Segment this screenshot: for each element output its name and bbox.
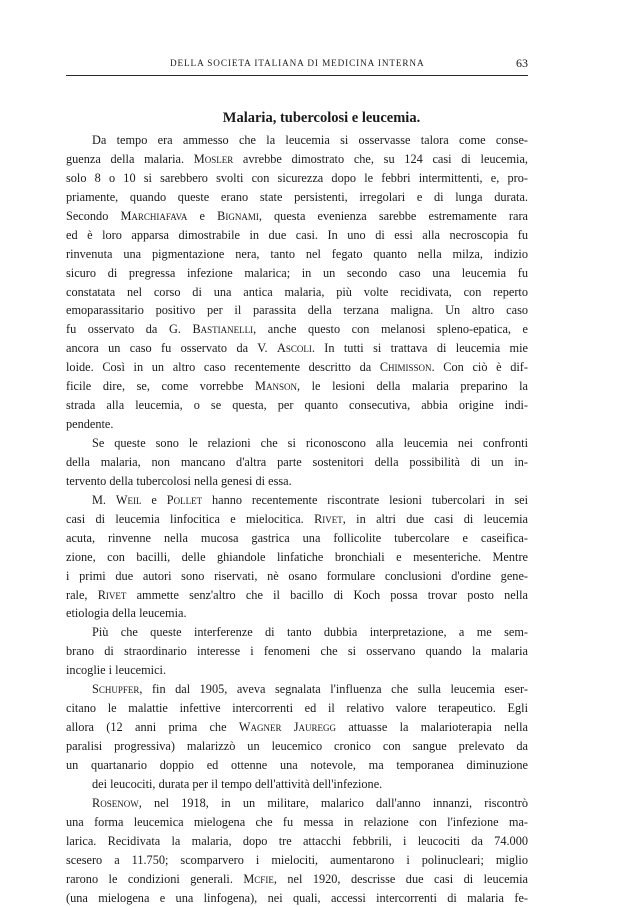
text-line [66,226,528,245]
author-name: Bastianelli [192,322,253,336]
text-line [66,415,528,434]
text-run: etiologia della leucemia. [66,606,187,620]
text-line [66,661,528,680]
text-line [66,870,528,889]
text-line [66,737,528,756]
text-run: un quartanario doppio ed ottenne una notevole, ma temporanea diminuzione [66,758,528,772]
running-header [66,56,528,76]
text-run: , le lesioni della malaria preparino la [297,379,528,393]
text-run: della malaria, non mancano d'altra parte sostenitori della possibilità di un in- [66,455,528,469]
text-run: Più che queste interferenze di tanto dubbia interpretazione, a me sem- [92,625,528,639]
text-line [66,301,528,320]
text-line [66,320,528,339]
text-line [66,567,528,586]
author-name: Mcfie [243,872,273,886]
text-line [66,529,528,548]
text-line [66,794,528,813]
text-line [66,283,528,302]
text-run: incoglie i leucemici. [66,663,166,677]
text-line [66,813,528,832]
text-run: una forma leucemica mielogena che fu messa in relazione con l'infezione ma- [66,815,528,829]
text-run: , fin dal 1905, aveva segnalata l'influenza che sulla leucemia eser- [139,682,528,696]
text-run: (una mielogena e una linfogena), nei quali, accessi intercorrenti di malaria fe- [66,891,528,905]
text-run: e [187,209,217,223]
text-line [66,207,528,226]
text-run: . In tutti si trattava di leucemia mie [312,341,528,355]
text-run: citano le malattie infettive intercorrenti ed il relativo valore terapeutico. Egli [66,701,528,715]
author-name: Mosler [194,152,233,166]
text-run: zione, con bacilli, delle ghiandole linfatiche bronchiali e mesenteriche. Mentre [66,550,528,564]
author-name: Wagner Jauregg [239,720,336,734]
text-run: rinvenuta una pigmentazione nera, tanto nel fegato quanto nella milza, indizio [66,247,528,261]
text-run: brano di straordinario interesse i fenomeni che si osservano quando la malaria [66,644,528,658]
header-rule [66,75,528,76]
text-run: guenza della malaria. [66,152,194,166]
text-run: i primi due autori sono riservati, nè osano formulare conclusioni d'ordine gene- [66,569,528,583]
text-run: Secondo [66,209,120,223]
text-run: ed è loro apparsa dimostrabile in due casi. In uno di essi alla necroscopia fu [66,228,528,242]
text-line [66,131,528,150]
text-run: sicuro di pregressa infezione malarica; in un secondo caso una leucemia fu [66,266,528,280]
author-name: Rivet [98,588,127,602]
text-run: Da tempo era ammesso che la leucemia si osservasse talora come conse- [92,133,528,147]
text-run: ficile dire, se, come vorrebbe [66,379,255,393]
text-run: strada alla leucemia, o se questa, per quanto consecutiva, abbia origine indi- [66,398,528,412]
text-run: , nel 1918, in un militare, malarico dall'anno innanzi, riscontrò [139,796,528,810]
text-line [66,604,528,623]
text-run: scesero a 11.750; scomparvero i mielociti, aumentarono i polinucleari; miglio [66,853,528,867]
text-run: loide. Così in un altro caso recentemente descritto da [66,360,380,374]
text-line [66,264,528,283]
text-run: paralisi progressiva) malarizzò un leucemico cronico con sangue prelevato da [66,739,528,753]
author-name: Marchiafava [120,209,187,223]
text-line [66,699,528,718]
text-line [66,472,528,491]
author-name: Schupfer [92,682,139,696]
text-line [66,756,528,775]
text-line [66,680,528,699]
text-run: casi di leucemia linfocitica e mielocitica. [66,512,314,526]
text-run: acuta, rinvenne nella mucosa gastrica una follicolite tubercolare e caseifica- [66,531,528,545]
text-line [66,510,528,529]
text-run: , in altri due casi di leucemia [343,512,528,526]
author-name: Weil [116,493,142,507]
text-run: . Con ciò è dif- [432,360,528,374]
author-name: Manson [255,379,297,393]
text-line [66,586,528,605]
author-name: Rosenow [92,796,139,810]
text-run: fu osservato da G. [66,322,192,336]
text-run: rarono le condizioni generali. [66,872,243,886]
text-run: ancora un caso fu osservato da V. [66,341,277,355]
section-title: Malaria, tubercolosi e leucemia. [0,110,643,127]
text-run: constatata nel corso di una antica malaria, più volte recidivata, con reperto [66,285,528,299]
text-line [66,775,528,794]
text-run: attuasse la malarioterapia nella [336,720,528,734]
text-line [66,851,528,870]
text-run: tervento della tubercolosi nella genesi di essa. [66,474,292,488]
text-line [66,832,528,851]
text-run: Se queste sono le relazioni che si riconoscono alla leucemia nei confronti [92,436,528,450]
text-run: M. [92,493,116,507]
author-name: Chimisson [380,360,432,374]
text-line [66,150,528,169]
text-line [66,491,528,510]
journal-title: DELLA SOCIETA ITALIANA DI MEDICINA INTERNA [170,58,425,68]
text-run: priamente, quando queste erano state persistenti, irregolari e di lunga durata. [66,190,528,204]
text-run: , questa evenienza sarebbe estremamente rara [259,209,528,223]
text-run: rale, [66,588,98,602]
text-run: , nel 1920, descrisse due casi di leucemia [274,872,528,886]
text-run: hanno recentemente riscontrate lesioni tubercolari in sei [202,493,528,507]
text-run: dei leucociti, durata per il tempo dell'attività dell'infezione. [92,777,382,791]
text-line [66,188,528,207]
text-run: , anche questo con melanosi spleno-epatica, e [253,322,528,336]
text-line [66,718,528,737]
text-line [66,453,528,472]
text-line [66,623,528,642]
text-run: ammette senz'altro che il bacillo di Koch possa trovar posto nella [126,588,528,602]
text-line [66,377,528,396]
text-line [66,642,528,661]
text-line [66,889,528,907]
text-line [66,169,528,188]
text-line [66,548,528,567]
text-run: pendente. [66,417,113,431]
text-line [66,434,528,453]
text-run: allora (12 anni prima che [66,720,239,734]
text-run: emoparassitario positivo per il parassita della terzana maligna. Un altro caso [66,303,528,317]
text-line [66,358,528,377]
text-run: avrebbe dimostrato che, su 124 casi di leucemia, [233,152,528,166]
text-line [66,245,528,264]
author-name: Ascoli [277,341,312,355]
page-number: 63 [516,56,528,71]
text-run: larica. Recidivata la malaria, dopo tre attacchi febbrili, i leucociti da 74.000 [66,834,528,848]
author-name: Bignami [217,209,259,223]
text-run: e [142,493,167,507]
text-line [66,339,528,358]
body-text [66,131,528,907]
text-line [66,396,528,415]
text-run: solo 8 o 10 si sarebbero svolti con sicurezza dopo le febbri intermittenti, e, pro- [66,171,528,185]
author-name: Pollet [167,493,202,507]
author-name: Rivet [314,512,343,526]
